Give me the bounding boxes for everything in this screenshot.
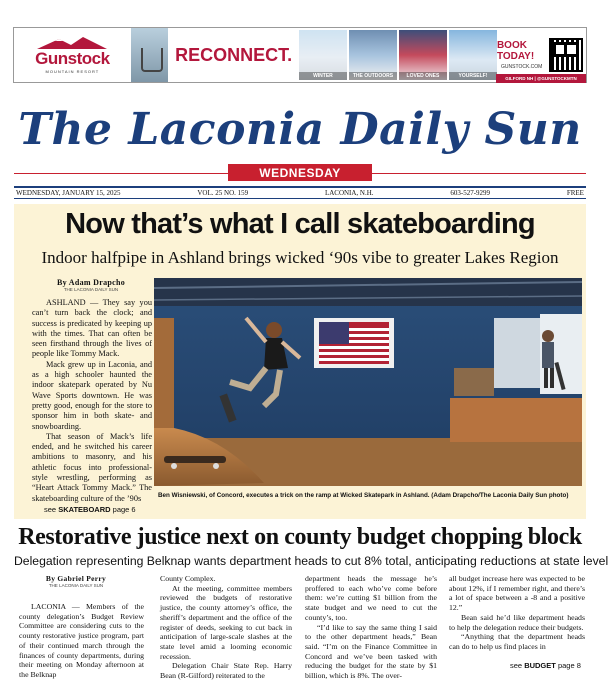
paragraph: LACONIA — Members of the county delegation’s Budget Review Committee are considering cuts to the county restorative justice program, part of their continued march through the finances of county departments, during their meeting on Monday afternoon at the Belknap	[19, 602, 144, 679]
jump-link-budget[interactable]	[510, 661, 581, 670]
american-flag	[319, 322, 389, 364]
day-rule-left	[14, 173, 228, 174]
jump-page: page 8	[557, 661, 581, 670]
issue-volume: VOL. 25 NO. 159	[197, 189, 249, 197]
byline-org: THE LACONIA DAILY SUN	[48, 583, 104, 588]
jump-label: SKATEBOARD	[58, 505, 111, 514]
second-deck: Delegation representing Belknap wants department heads to cut 8% total, anticipating reductions at state level	[14, 554, 608, 568]
story-column-2	[160, 574, 292, 681]
chairlift-photo	[131, 28, 169, 82]
masthead	[14, 99, 586, 161]
ad-photo-strip	[299, 28, 497, 82]
lead-deck: Indoor halfpipe in Ashland brings wicked ‘90s vibe to greater Lakes Region	[41, 248, 559, 267]
jump-label: BUDGET	[524, 661, 556, 670]
paragraph: “Anything that the department heads can do to help us find places in	[449, 632, 585, 651]
paragraph: Bean said he’d like department heads to help the delegation reduce their budgets.	[449, 612, 585, 632]
ad-footer: GILFORD NH | @GUNSTOCKMTN	[496, 74, 586, 83]
issue-price: FREE	[566, 189, 584, 197]
paragraph: Delegation Chair State Rep. Harry Bean (R-Gilford) reiterated to the	[160, 661, 292, 681]
newspaper-title: The Laconia Daily Sun	[18, 104, 582, 155]
gunstock-ad-banner[interactable]	[13, 27, 587, 83]
paragraph: At the meeting, committee members reviewed the budgets of restorative justice, the county attorney’s office, the sheriff’s department and the office of the register of deeds, seeking to cut back in anticipation of large-scale slashes at the state level amid a looming economic recession.	[160, 583, 292, 661]
paragraph: That season of Mack’s life ended, and he switched his career ambitions to masonry, and his athletic focus into professional-style wrestling, performing as “Heart Attack Tommy Mack.” The skateboarding culture of the ’90s	[32, 431, 152, 503]
ad-photo-winter	[299, 30, 347, 80]
photo-caption: Ben Wisniewski, of Concord, executes a trick on the ramp at Wicked Skatepark in Ashland. (Adam Drapcho/The Laconia Daily Sun photo)	[158, 492, 569, 499]
ad-photo-yourself	[449, 30, 497, 80]
mountain-icon	[37, 37, 107, 49]
ad-panel-label: THE OUTDOORS	[349, 72, 397, 80]
ad-panel-label: LOVED ONES	[399, 72, 447, 80]
jump-page: page 6	[112, 505, 136, 514]
day-banner: WEDNESDAY	[228, 164, 372, 181]
issue-date: WEDNESDAY, JANUARY 15, 2025	[16, 189, 121, 197]
ad-brand: Gunstock	[35, 48, 110, 68]
ad-cta-text: BOOK TODAY!	[496, 40, 535, 62]
lead-headline[interactable]: Now that’s what I call skateboarding	[65, 208, 535, 240]
second-byline	[20, 574, 132, 588]
story-column-3	[305, 574, 437, 681]
paragraph: County Complex.	[160, 574, 216, 583]
jump-prefix: see	[510, 661, 523, 670]
jump-link-skateboard[interactable]	[44, 505, 136, 514]
byline-author: By Gabriel Perry	[45, 574, 107, 583]
ad-panel-label: WINTER	[299, 72, 347, 80]
story-column-4	[449, 574, 585, 656]
ad-photo-loved-ones	[399, 30, 447, 80]
lead-body	[32, 298, 152, 503]
ad-brand-sub: MOUNTAIN RESORT	[45, 68, 100, 74]
byline-org: THE LACONIA DAILY SUN	[63, 287, 119, 292]
ad-cta-url: GUNSTOCK.COM	[501, 64, 543, 70]
second-headline[interactable]: Restorative justice next on county budget chopping block	[18, 524, 582, 550]
gunstock-logo	[14, 28, 131, 82]
issue-phone: 603-527-9299	[450, 189, 491, 197]
byline-author: By Adam Drapcho	[56, 278, 126, 287]
lead-byline	[32, 278, 150, 292]
story-column-1	[19, 602, 144, 679]
ad-photo-outdoors	[349, 30, 397, 80]
paragraph: “I’d like to say the same thing I said to the other department heads,” Bean said. “I’m on the Finance Committee in Concord and we’ve been tasked with reducing the budget for the state by $1 billion, which is 8%. The over-	[305, 622, 437, 681]
qr-code-icon	[549, 38, 583, 72]
ad-headline: RECONNECT.	[175, 44, 293, 65]
ad-panel-label: YOURSELF!	[449, 72, 497, 80]
skatepark-photo	[154, 278, 582, 486]
paragraph: department heads the message he’s proffered to each who’ve come before them: we’re cutting $1 billion from the state budget and we need to cut the county’s, too.	[305, 574, 437, 622]
paragraph: all budget increase here was expected to be about 12%, if I remember right, and there’s a lot of space between a -8 and a positive 12.”	[449, 574, 585, 613]
issue-location: LACONIA, N.H.	[324, 189, 374, 197]
issue-info-bar	[14, 186, 586, 199]
paragraph: ASHLAND — They say you can’t turn back the clock; and success is predicated by keeping up with the times. That can often be seen firsthand through the lives of people like Tommy Mack.	[32, 298, 152, 359]
jump-prefix: see	[44, 505, 57, 514]
day-rule-right	[372, 173, 586, 174]
paragraph: Mack grew up in Laconia, and as a high schooler haunted the indoor skatepark operated by Nu Wave Sports downtown. He was pretty good, enough for the store to sponsor him in both skate- and snowboarding.	[32, 359, 152, 431]
lead-story	[14, 204, 586, 519]
